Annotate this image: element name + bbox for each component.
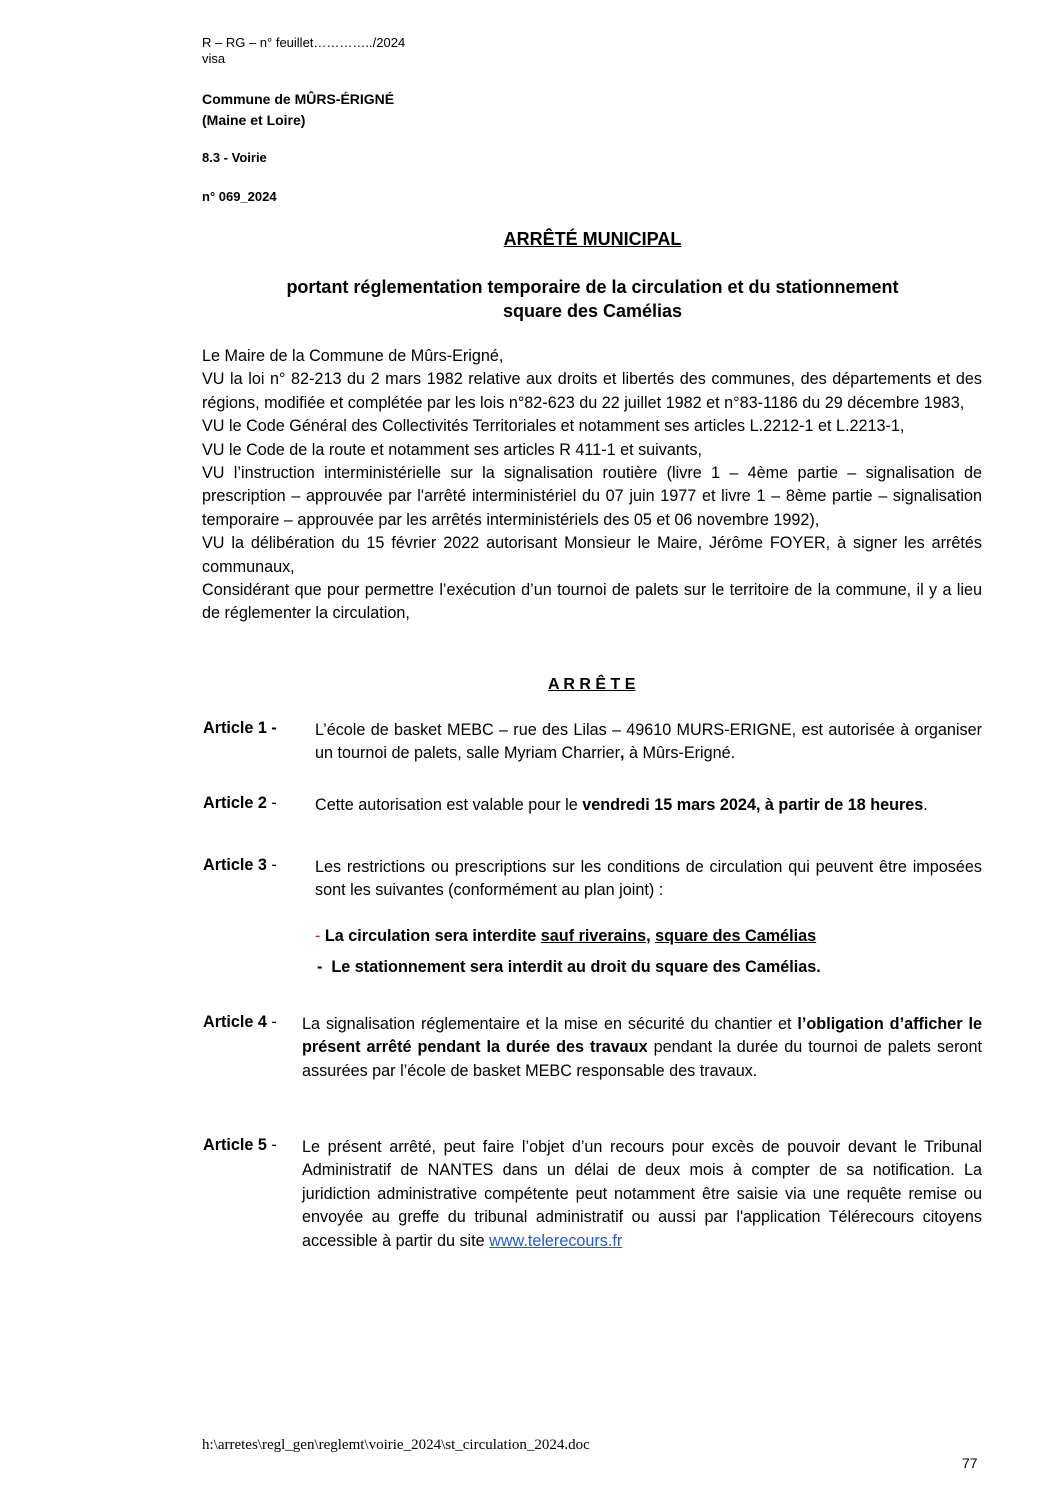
article-3-bullet-2: - Le stationnement sera interdit au droit du square des Camélias. <box>317 958 821 976</box>
preamble-considerant: Considérant que pour permettre l’exécution d’un tournoi de palets sur le territoire de la commune, il y a lieu de réglementer la circulation, <box>202 581 982 623</box>
preamble-deliberation: VU la délibération du 15 février 2022 autorisant Monsieur le Maire, Jérôme FOYER, à signer les arrêtés communaux, <box>202 534 982 576</box>
preamble-instruction: VU l’instruction interministérielle sur la signalisation routière (livre 1 – 4ème partie – signalisation de prescription – approuvée par l'arrêté interministériel du 07 juin 1977 et livre 1 – 8ème partie – signalisation temporaire – approuvée par les arrêtés interministériels des 05 et 06 novembre 1992), <box>202 464 982 529</box>
decision-heading: A R R Ê T E <box>548 676 636 693</box>
article-3-bullet-1: - La circulation sera interdite sauf riverains, square des Camélias <box>315 927 817 945</box>
article-3-label: Article 3 - <box>203 856 277 874</box>
preamble <box>202 345 982 626</box>
visa-label: visa <box>202 51 226 66</box>
arrete-number: n° 069_2024 <box>202 189 277 204</box>
article-2-text: Cette autorisation est valable pour le vendredi 15 mars 2024, à partir de 18 heures. <box>315 796 928 814</box>
visa-line <box>202 35 405 67</box>
article-4-label: Article 4 - <box>203 1013 277 1031</box>
article-2-label: Article 2 - <box>203 794 277 812</box>
commune-block <box>202 89 394 131</box>
article-1-text: L’école de basket MEBC – rue des Lilas – 49610 MURS-ERIGNE, est autorisée à organiser un tournoi de palets, salle Myriam Charrier, à Mûrs-Erigné. <box>315 721 982 763</box>
subtitle-line1: portant réglementation temporaire de la circulation et du stationnement <box>286 277 899 297</box>
preamble-code-route: VU le Code de la route et notamment ses articles R 411-1 et suivants, <box>202 440 702 459</box>
article-4-text: La signalisation réglementaire et la mise en sécurité du chantier et l’obligation d’afficher le présent arrêté pendant la durée des travaux pendant la durée du tournoi de palets seront assurées par l’école de basket MEBC responsable des travaux. <box>302 1015 983 1080</box>
article-5-text: Le présent arrêté, peut faire l’objet d’un recours pour excès de pouvoir devant le Tribunal Administratif de NANTES dans un délai de deux mois à compter de sa notification. La juridiction administrative compétente peut notamment être saisie via une requête remise ou envoyée au greffe du tribunal administratif ou aussi par l'application Télérecours citoyens accessible à partir du site www.telerecours.fr <box>302 1138 982 1250</box>
article-5-label: Article 5 - <box>203 1136 277 1154</box>
article-3-text: Les restrictions ou prescriptions sur les conditions de circulation qui peuvent être imposées sont les suivantes (conformément au plan joint) : <box>315 858 982 900</box>
visa-number: R – RG – n° feuillet…………../2024 <box>202 35 406 50</box>
preamble-mayor: Le Maire de la Commune de Mûrs-Erigné, <box>202 347 504 365</box>
telerecours-link[interactable]: www.telerecours.fr <box>489 1231 623 1250</box>
subtitle-line2: square des Camélias <box>502 301 683 321</box>
departement: (Maine et Loire) <box>202 112 306 128</box>
page-title: ARRÊTÉ MUNICIPAL <box>503 229 682 249</box>
preamble-cgct: VU le Code Général des Collectivités Territoriales et notamment ses articles L.2212-1 et L.2213-1, <box>202 417 905 436</box>
category: 8.3 - Voirie <box>202 150 267 165</box>
file-path: h:\arretes\regl_gen\reglemt\voirie_2024\st_circulation_2024.doc <box>202 1437 590 1453</box>
commune-name: Commune de MÛRS-ÉRIGNÉ <box>202 91 395 107</box>
preamble-loi-1982: VU la loi n° 82-213 du 2 mars 1982 relative aux droits et libertés des communes, des départements et des régions, modifiée et complétée par les lois n°82-623 du 22 juillet 1982 et n°83-1186 du 29 décembre 1983, <box>202 370 982 412</box>
page-subtitle <box>0 275 1058 323</box>
article-1-label: Article 1 - <box>203 719 277 737</box>
page-number: 77 <box>962 1455 978 1471</box>
